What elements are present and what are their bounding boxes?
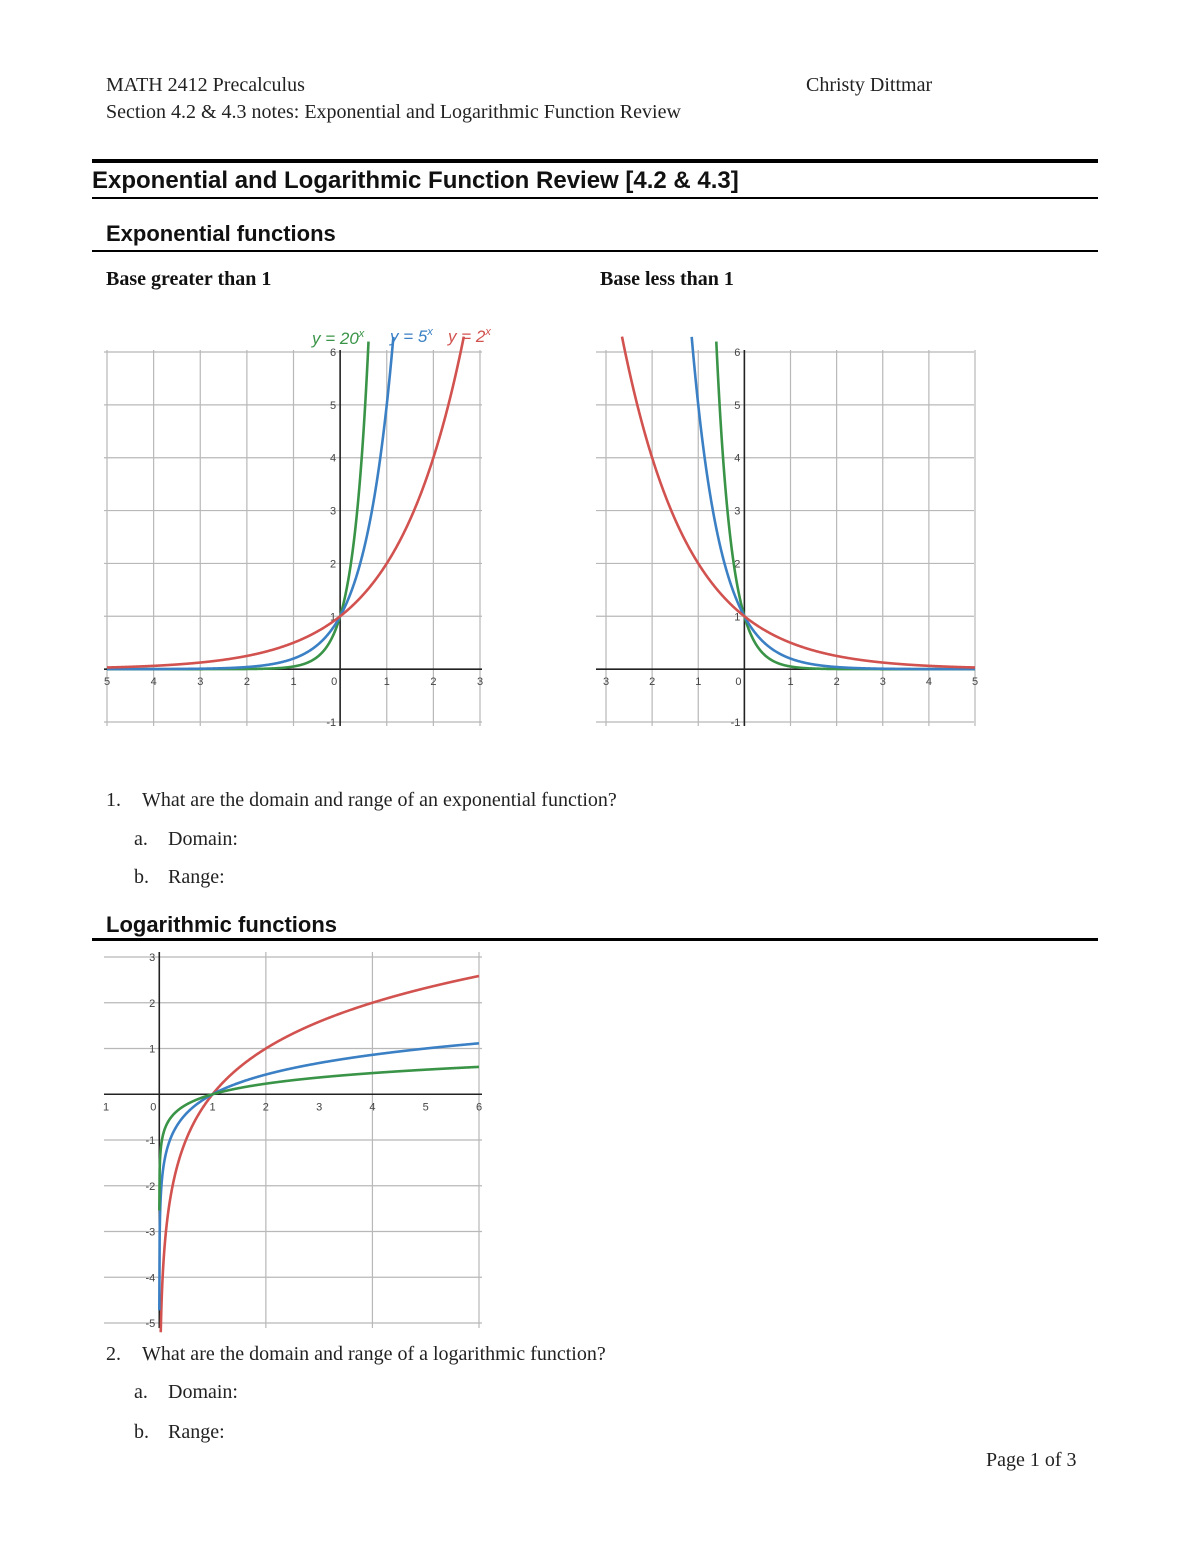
x-tick-label: 2 <box>262 1101 269 1114</box>
x-tick-label: 3 <box>197 676 204 689</box>
legend-label-0: $y = 20^x$ <box>312 328 365 348</box>
y-tick-label: 2 <box>330 558 337 571</box>
series-line-2 <box>107 337 464 668</box>
x-tick-label: 3 <box>476 676 484 689</box>
x-tick-label: 4 <box>150 676 157 689</box>
x-tick-label: 0 <box>331 676 338 689</box>
x-tick-label: 4 <box>369 1101 376 1114</box>
x-tick-label: 5 <box>971 676 979 689</box>
legend-label-2: $y = 2^x$ <box>448 326 491 346</box>
x-tick-label: 3 <box>316 1101 323 1114</box>
question-2b-range: Range: <box>168 1421 225 1443</box>
x-tick-label: 1 <box>383 676 390 689</box>
y-tick-label: 4 <box>330 452 337 465</box>
question-2-number: 2. <box>106 1343 121 1365</box>
y-tick-label: 4 <box>734 452 741 465</box>
section-subtitle: Section 4.2 & 4.3 notes: Exponential and Logarithmic Function Review <box>106 101 681 123</box>
question-2a-domain: Domain: <box>168 1381 238 1403</box>
question-2-text: What are the domain and range of a logarithmic function? <box>142 1343 606 1365</box>
logarithmic-heading: Logarithmic functions <box>106 912 337 937</box>
series-line-1 <box>107 337 393 669</box>
x-tick-label: 1 <box>102 1101 110 1114</box>
x-tick-label: 1 <box>695 676 702 689</box>
x-tick-label: 1 <box>787 676 794 689</box>
y-tick-label: 5 <box>734 399 741 412</box>
x-tick-label: 4 <box>925 676 932 689</box>
y-tick-label: 6 <box>330 347 337 359</box>
x-tick-label: 0 <box>150 1101 157 1114</box>
x-tick-label: 5 <box>422 1101 429 1114</box>
y-tick-label: 1 <box>330 611 337 624</box>
instructor-name: Christy Dittmar <box>806 74 933 96</box>
x-tick-label: 5 <box>103 676 111 689</box>
y-tick-label: -3 <box>145 1226 156 1239</box>
exponential-heading: Exponential functions <box>106 221 336 246</box>
x-tick-label: 2 <box>649 676 656 689</box>
y-tick-label: 3 <box>734 505 741 518</box>
y-tick-label: -2 <box>145 1180 156 1193</box>
base-greater-label: Base greater than 1 <box>106 268 272 290</box>
x-tick-label: 2 <box>243 676 250 689</box>
x-tick-label: 3 <box>602 676 610 689</box>
y-tick-label: -1 <box>326 717 337 729</box>
x-tick-label: 6 <box>475 1101 483 1114</box>
x-tick-label: 2 <box>833 676 840 689</box>
question-1b-marker: b. <box>134 866 149 888</box>
question-1a-marker: a. <box>134 828 148 850</box>
question-2b-marker: b. <box>134 1421 149 1443</box>
page-number: Page 1 of 3 <box>986 1449 1077 1471</box>
series-line-0 <box>716 342 975 670</box>
x-tick-label: 3 <box>879 676 886 689</box>
y-tick-label: -1 <box>145 1135 156 1147</box>
question-2a-marker: a. <box>134 1381 148 1403</box>
y-tick-label: 1 <box>734 611 741 624</box>
page-title: Exponential and Logarithmic Function Review [4.2 & 4.3] <box>92 167 739 194</box>
x-tick-label: 1 <box>290 676 297 689</box>
question-1a-domain: Domain: <box>168 828 238 850</box>
y-tick-label: 2 <box>734 558 741 571</box>
y-tick-label: 2 <box>149 997 156 1010</box>
exponential-growth-chart <box>100 320 490 735</box>
series-line-2 <box>159 1067 479 1210</box>
course-title: MATH 2412 Precalculus <box>106 74 305 96</box>
series-line-1 <box>159 1043 479 1310</box>
series-line-0 <box>161 976 479 1332</box>
question-1-number: 1. <box>106 789 121 811</box>
series-line-2 <box>622 337 975 668</box>
base-less-label: Base less than 1 <box>600 268 734 290</box>
exponential-heading-rule <box>92 250 1098 252</box>
y-tick-label: 3 <box>149 952 156 964</box>
y-tick-label: -5 <box>145 1318 156 1330</box>
y-tick-label: 1 <box>149 1043 156 1056</box>
logarithm-chart <box>100 948 490 1330</box>
y-tick-label: 3 <box>330 505 337 518</box>
title-top-rule <box>92 159 1098 163</box>
question-1b-range: Range: <box>168 866 225 888</box>
exponential-decay-chart <box>592 320 982 735</box>
x-tick-label: 0 <box>735 676 742 689</box>
question-1-text: What are the domain and range of an exponential function? <box>142 789 617 811</box>
y-tick-label: 5 <box>330 399 337 412</box>
y-tick-label: -4 <box>145 1272 156 1285</box>
x-tick-label: 1 <box>209 1101 216 1114</box>
legend-label-1: $y = 5^x$ <box>390 326 433 346</box>
y-tick-label: -1 <box>730 717 741 729</box>
title-bottom-rule <box>92 197 1098 199</box>
y-tick-label: 6 <box>734 347 741 359</box>
logarithmic-heading-rule <box>92 938 1098 941</box>
x-tick-label: 2 <box>430 676 437 689</box>
